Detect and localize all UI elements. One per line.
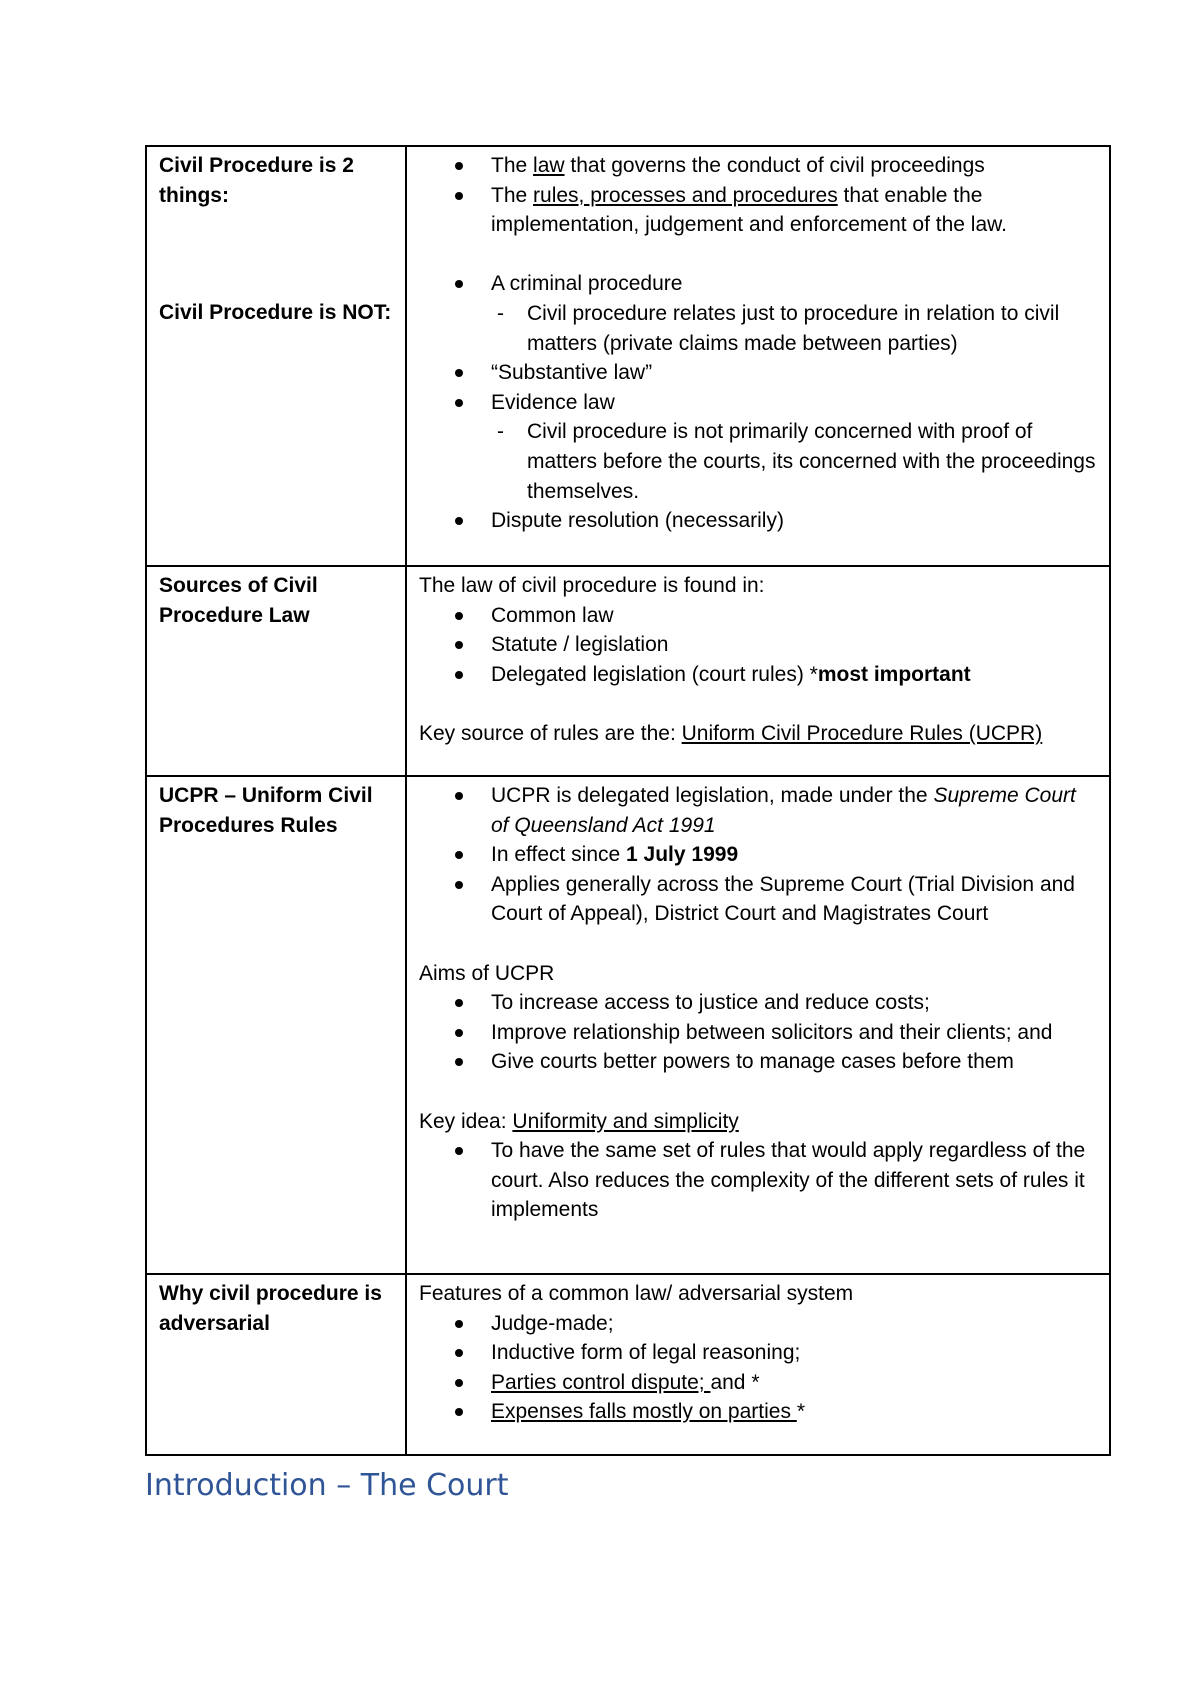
row-label: UCPR – Uniform Civil Procedures Rules — [159, 784, 373, 837]
table-row — [146, 146, 1110, 566]
list-item: The law that governs the conduct of civil proceedings — [491, 151, 1097, 181]
row-label: Why civil procedure is adversarial — [159, 1282, 382, 1335]
row-content-cell — [406, 776, 1110, 1274]
row-label-cell — [146, 146, 406, 566]
table-row — [146, 776, 1110, 1274]
list-item: Inductive form of legal reasoning; — [491, 1338, 1097, 1368]
list-item: To have the same set of rules that would apply regardless of the court. Also reduces the complexity of the different sets of rules it implements — [491, 1136, 1097, 1225]
row-content-cell — [406, 566, 1110, 776]
bullet-list — [419, 601, 1097, 690]
list-item: A criminal procedure - Civil procedure relates just to procedure in relation to civil matters (private claims made between parties) — [491, 269, 1097, 358]
paragraph: The law of civil procedure is found in: — [419, 574, 765, 597]
row-label: Civil Procedure is 2 things: — [159, 154, 354, 207]
list-item: Dispute resolution (necessarily) — [491, 506, 1097, 536]
paragraph: Aims of UCPR — [419, 961, 555, 985]
list-item: Common law — [491, 601, 1097, 631]
notes-table — [145, 145, 1111, 1456]
list-item: UCPR is delegated legislation, made under the Supreme Court of Queensland Act 1991 — [491, 781, 1097, 840]
list-item: Expenses falls mostly on parties * — [491, 1397, 1097, 1427]
row-label: Sources of Civil Procedure Law — [159, 574, 318, 627]
list-item: Improve relationship between solicitors and their clients; and — [491, 1018, 1097, 1048]
table-row — [146, 566, 1110, 776]
sub-list — [491, 299, 1097, 358]
list-item: Applies generally across the Supreme Court (Trial Division and Court of Appeal), District Court and Magistrates Court — [491, 870, 1097, 929]
row-content-cell — [406, 1274, 1110, 1455]
row-label: Civil Procedure is NOT: — [159, 301, 392, 325]
bullet-list — [419, 269, 1097, 535]
paragraph: Features of a common law/ adversarial system — [419, 1282, 854, 1305]
table-row — [146, 1274, 1110, 1455]
list-item: The rules, processes and procedures that enable the implementation, judgement and enforcement of the law. — [491, 181, 1097, 240]
sub-list-item: - Civil procedure relates just to procedure in relation to civil matters (private claims made between parties) — [527, 299, 1097, 358]
list-item: Parties control dispute; and * — [491, 1368, 1097, 1398]
paragraph: Key source of rules are the: Uniform Civil Procedure Rules (UCPR) — [419, 721, 1043, 745]
list-item: Evidence law - Civil procedure is not primarily concerned with proof of matters before the courts, its concerned with the proceedings themselves. — [491, 388, 1097, 506]
list-item: To increase access to justice and reduce costs; — [491, 988, 1097, 1018]
paragraph: Key idea: Uniformity and simplicity — [419, 1109, 739, 1133]
list-item: In effect since 1 July 1999 — [491, 840, 1097, 870]
bullet-list — [419, 1309, 1097, 1427]
list-item: Judge-made; — [491, 1309, 1097, 1339]
list-item: “Substantive law” — [491, 358, 1097, 388]
row-label-cell — [146, 566, 406, 776]
row-label-cell — [146, 776, 406, 1274]
list-item: Statute / legislation — [491, 630, 1097, 660]
bullet-list — [419, 151, 1097, 240]
sub-list-item: - Civil procedure is not primarily concerned with proof of matters before the courts, its concerned with the proceedings themselves. — [527, 417, 1097, 506]
sub-list — [491, 417, 1097, 506]
row-content-cell — [406, 146, 1110, 566]
bullet-list — [419, 781, 1097, 929]
ucpr-link: Uniform Civil Procedure Rules (UCPR) — [681, 721, 1043, 745]
bullet-list — [419, 1136, 1097, 1225]
section-heading: Introduction – The Court — [145, 1468, 509, 1503]
list-item: Delegated legislation (court rules) *most important — [491, 660, 1097, 690]
list-item: Give courts better powers to manage cases before them — [491, 1047, 1097, 1077]
row-label-cell — [146, 1274, 406, 1455]
bullet-list — [419, 988, 1097, 1077]
